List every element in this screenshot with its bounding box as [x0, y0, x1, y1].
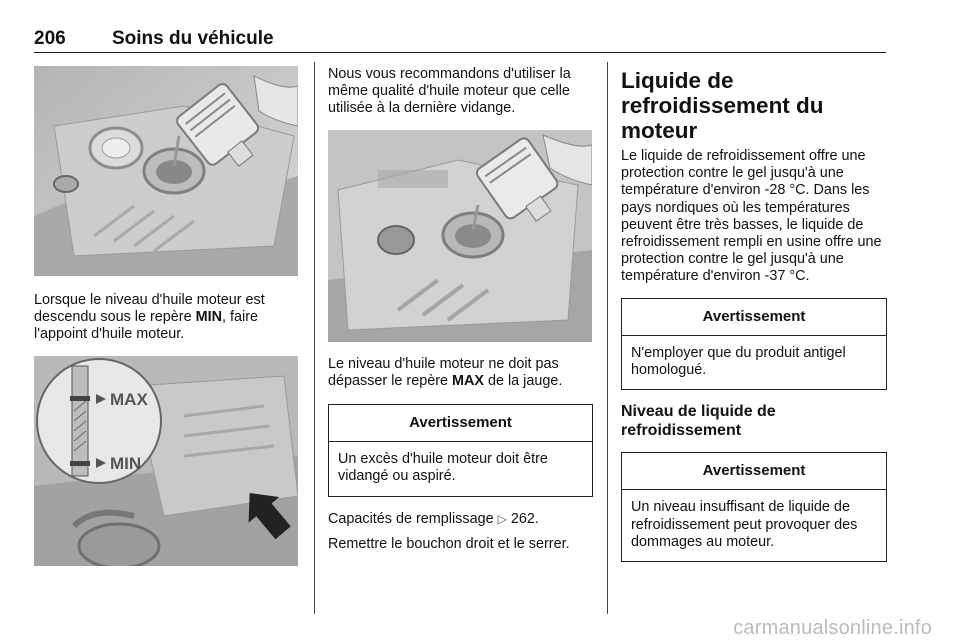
page-number: 206: [34, 28, 66, 49]
paragraph-max-level: Le niveau d'huile moteur ne doit pas dépasser le repère MAX de la jauge.: [328, 355, 563, 389]
oil-filling-photo: [34, 66, 298, 276]
warning-title: Avertissement: [622, 453, 886, 490]
coolant-level-subheading: Niveau de liquide de refroidissement: [621, 403, 776, 440]
warning-title: Avertissement: [622, 299, 886, 336]
warning-title: Avertissement: [329, 405, 592, 442]
column-right: [621, 68, 887, 562]
page-header: [34, 28, 886, 53]
paragraph-reinstall-cap: Remettre le bouchon droit et le serrer.: [328, 535, 570, 552]
warning-body: Un excès d'huile moteur doit être vidangé ou aspiré.: [338, 451, 548, 485]
watermark: carmanualsonline.info: [733, 617, 932, 639]
gauge-max-label: MAX: [110, 389, 148, 409]
paragraph-capacities: Capacités de remplissage ▷ 262.: [328, 510, 539, 527]
max-mark-label: MAX: [452, 372, 484, 389]
capacity-page-link[interactable]: 262.: [510, 510, 539, 527]
paragraph-min-level: Lorsque le niveau d'huile moteur est descendu sous le repère MIN, faire l'appoint d'huile moteur.: [34, 292, 265, 343]
gauge-min-label: MIN: [110, 453, 142, 473]
warning-box-low-coolant: [621, 452, 887, 562]
column-middle: [328, 66, 593, 553]
dipstick-photo: [34, 356, 298, 566]
coolant-heading: Liquide de refroidissement du moteur: [621, 68, 824, 143]
warning-body: N'employer que du produit antigel homologué.: [631, 344, 846, 379]
warning-body: Un niveau insuffisant de liquide de refroidissement peut provoquer des dommages au moteur.: [631, 499, 858, 550]
min-mark-label: MIN: [195, 309, 222, 326]
paragraph-same-oil: Nous vous recommandons d'utiliser la même qualité d'huile moteur que celle utilisée à la dernière vidange.: [328, 66, 571, 117]
page-reference-icon: ▷: [497, 511, 507, 526]
section-title: Soins du véhicule: [112, 28, 274, 49]
oil-pouring-photo: [328, 130, 592, 342]
column-divider-1: [314, 62, 315, 614]
warning-box-excess-oil: [328, 404, 593, 497]
column-divider-2: [607, 62, 608, 614]
warning-box-antifreeze: [621, 298, 887, 391]
column-left: [34, 66, 300, 566]
paragraph-coolant-protection: Le liquide de refroidissement offre une protection contre le gel jusqu'à une température d'environ -28 °C. Dans les pays nordiques où les températures peuvent être très basses, le liquide de refroidissement rempli en usine offre une protection contre le gel jusqu'à une température d'environ -37 °C.: [621, 148, 882, 285]
